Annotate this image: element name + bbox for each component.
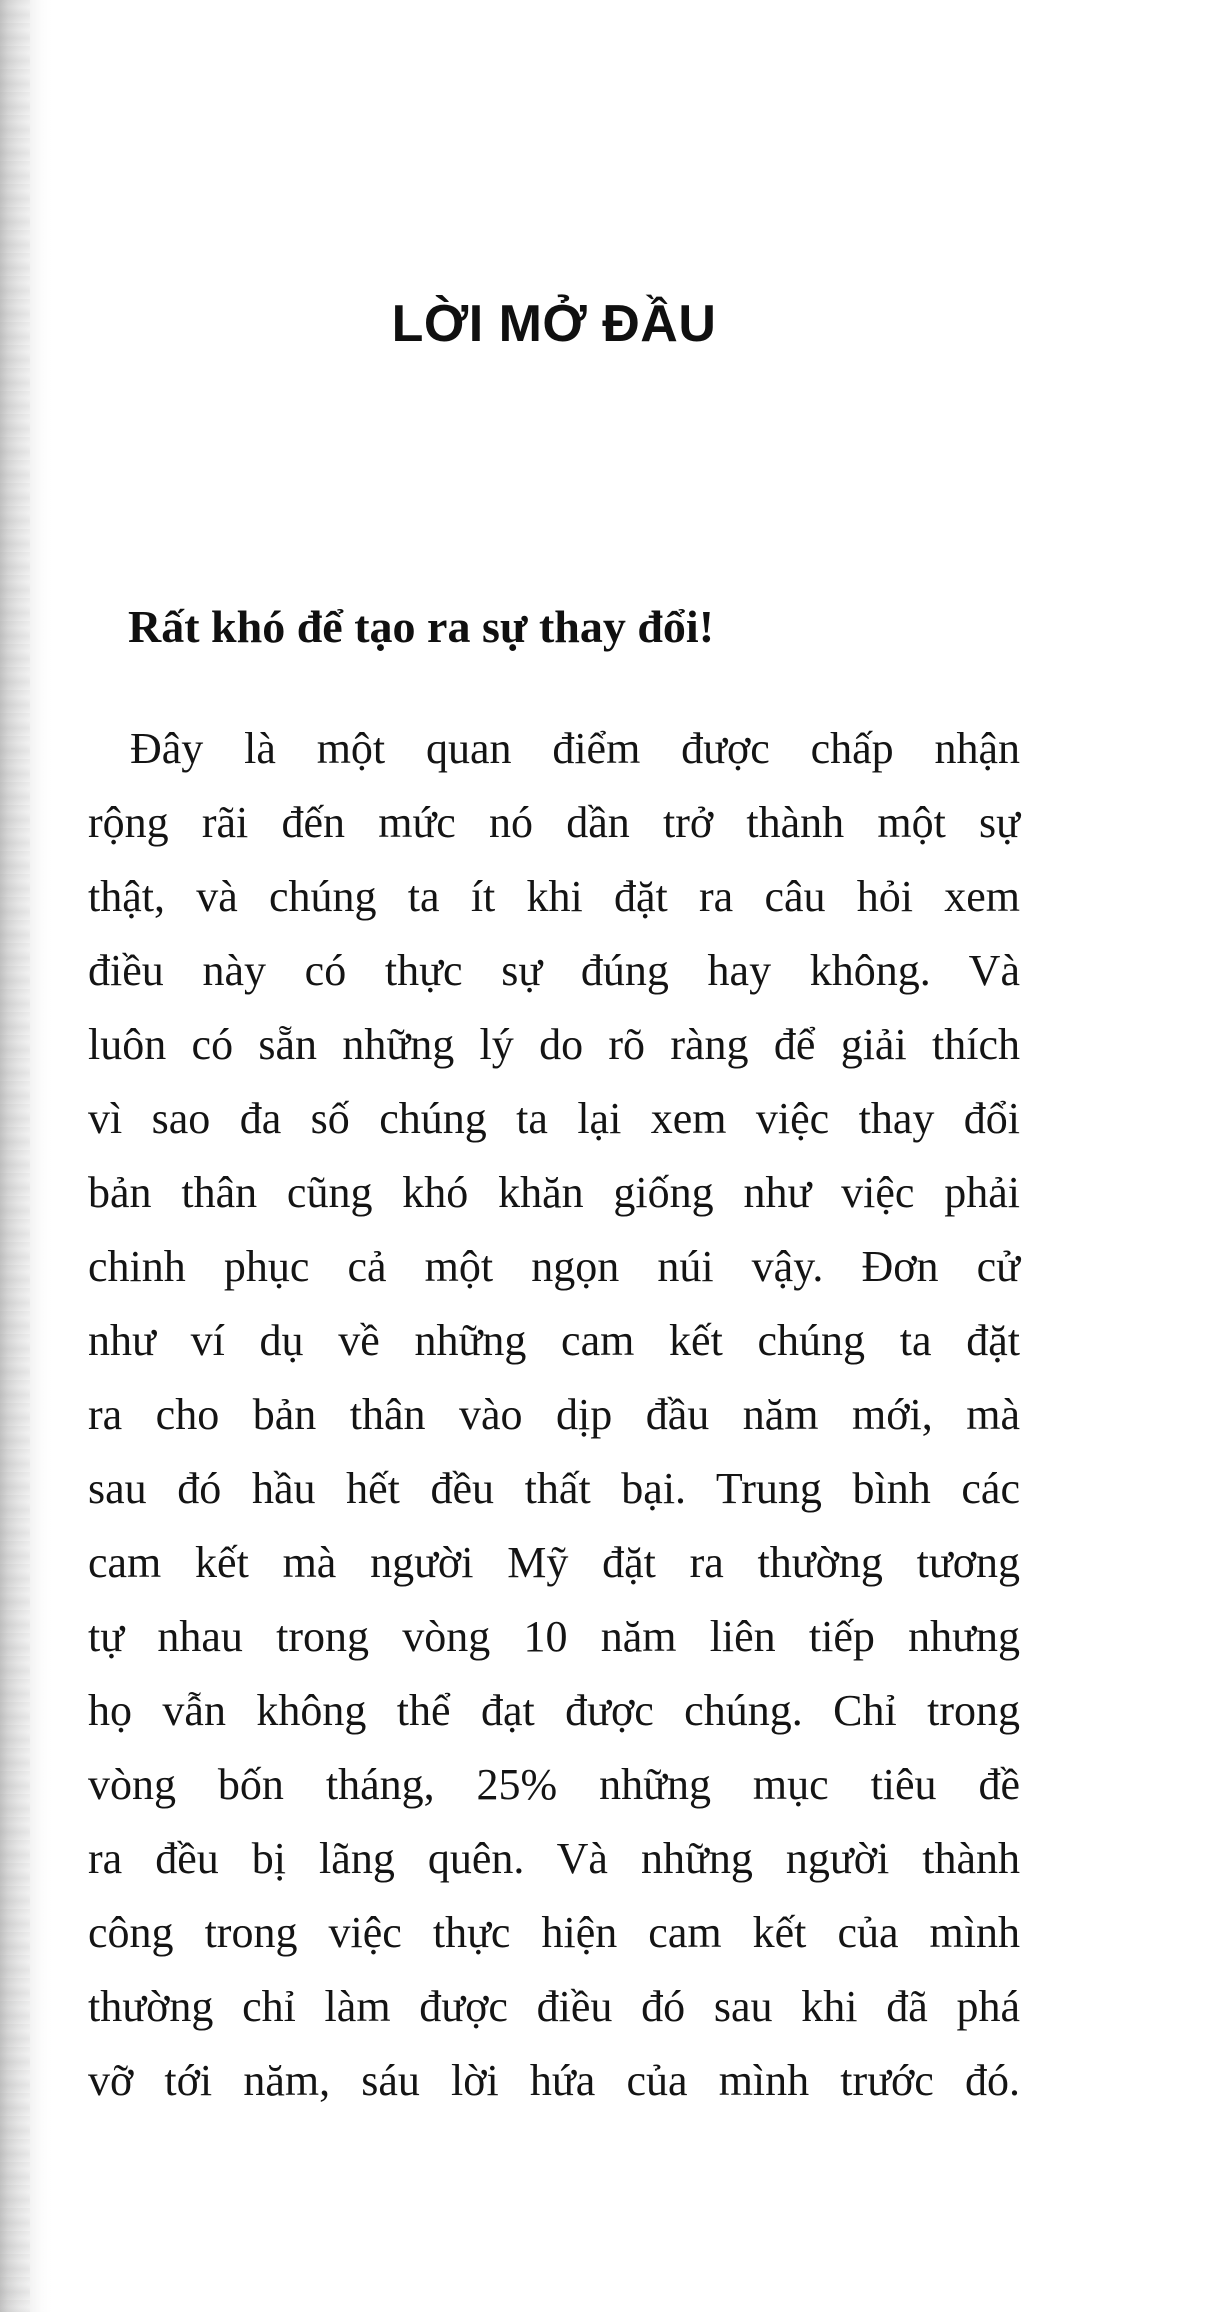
body-line: vỡ tới năm, sáu lời hứa của mình trước đó. bbox=[88, 2056, 1020, 2105]
page-edge-texture bbox=[0, 0, 30, 2312]
body-line: chinh phục cả một ngọn núi vậy. Đơn cử bbox=[88, 1242, 1020, 1291]
body-paragraph bbox=[88, 712, 1020, 2118]
body-line: thường chỉ làm được điều đó sau khi đã phá bbox=[88, 1982, 1020, 2031]
body-line: cam kết mà người Mỹ đặt ra thường tương bbox=[88, 1538, 1020, 1587]
body-line: sau đó hầu hết đều thất bại. Trung bình các bbox=[88, 1464, 1020, 1513]
chapter-title: LỜI MỞ ĐẦU bbox=[391, 295, 717, 353]
body-line: luôn có sẵn những lý do rõ ràng để giải thích bbox=[88, 1020, 1020, 1069]
body-line: ra cho bản thân vào dịp đầu năm mới, mà bbox=[88, 1390, 1020, 1439]
body-line: rộng rãi đến mức nó dần trở thành một sự bbox=[88, 798, 1020, 847]
section-heading: Rất khó để tạo ra sự thay đổi! bbox=[128, 601, 715, 652]
body-line: điều này có thực sự đúng hay không. Và bbox=[88, 946, 1020, 995]
body-line: công trong việc thực hiện cam kết của mình bbox=[88, 1908, 1020, 1957]
body-line: vòng bốn tháng, 25% những mục tiêu đề bbox=[88, 1760, 1020, 1809]
body-line: như ví dụ về những cam kết chúng ta đặt bbox=[88, 1316, 1020, 1365]
body-line: Đây là một quan điểm được chấp nhận bbox=[130, 724, 1020, 773]
body-line: vì sao đa số chúng ta lại xem việc thay đổi bbox=[88, 1094, 1020, 1143]
body-line: họ vẫn không thể đạt được chúng. Chỉ trong bbox=[88, 1686, 1020, 1735]
body-line: tự nhau trong vòng 10 năm liên tiếp nhưng bbox=[88, 1612, 1020, 1661]
body-line: thật, và chúng ta ít khi đặt ra câu hỏi xem bbox=[88, 872, 1020, 921]
body-line: ra đều bị lãng quên. Và những người thành bbox=[88, 1834, 1020, 1883]
body-line: bản thân cũng khó khăn giống như việc phải bbox=[88, 1168, 1020, 1217]
